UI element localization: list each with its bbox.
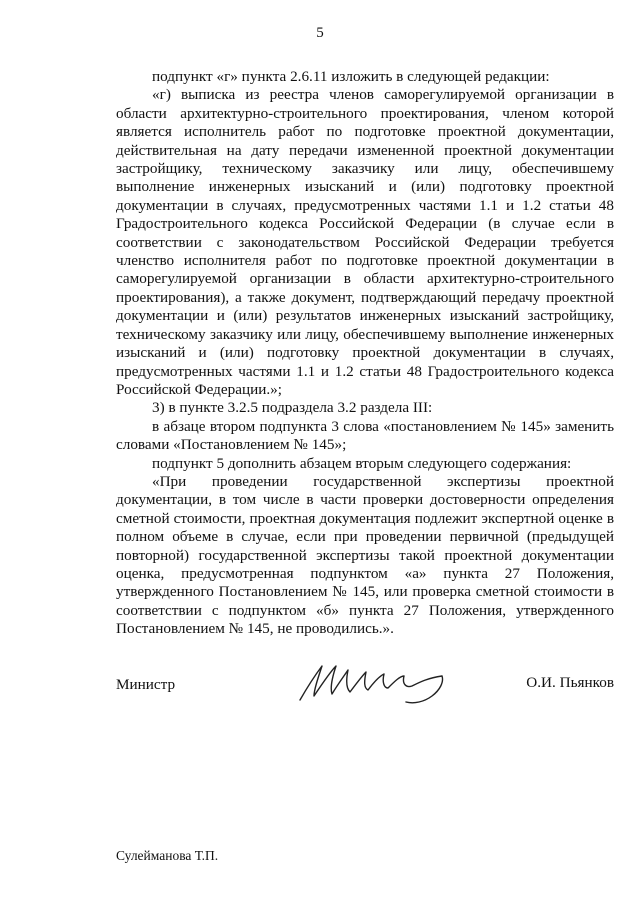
paragraph-point-3: 3) в пункте 3.2.5 подраздела 3.2 раздела III: — [152, 399, 433, 417]
paragraph-replace-words: в абзаце втором подпункта 3 слова «постановлением № 145» заменить словами «Постановлением № 145»; — [116, 417, 614, 454]
signature-block — [116, 660, 614, 710]
signatory-title: Министр — [116, 676, 176, 693]
paragraph-expertise-text: «При проведении государственной экспертизы проектной документации, в том числе в части проверки достоверности определения сметной стоимости, проектная документация подлежит экспертной оценке в полном объеме в случае, если при проведении первичной (предыдущей повторной) государственной экспертизы такой проектной документации оценка, предусмотренная подпунктом «а» пункта 27 Положения, утвержденного Постановлением № 145, или проверка сметной стоимости в соответствии с подпунктом «б» пункта 27 Положения, утвержденного Постановлением № 145, не проводились.». — [116, 472, 614, 638]
executor-name: Сулейманова Т.П. — [116, 848, 219, 863]
signatory-name: О.И. Пьянков — [526, 674, 614, 691]
handwritten-signature — [292, 656, 472, 706]
paragraph-subitem-g-text: «г) выписка из реестра членов саморегулируемой организации в области архитектурно-строительного проектирования, членом которой является исполнитель работ по подготовке проектной документации, действительная на дату передачи измененной проектной документации застройщику, техническому заказчику или лицу, обеспечившему выполнение инженерных изысканий и (или) подготовку проектной документации в случаях, предусмотренных частями 1.1 и 1.2 статьи 48 Градостроительного кодекса Российской Федерации (в случае если в соответствии с законодательством Российской Федерации требуется членство исполнителя работ по подготовке проектной документации в саморегулируемой организации в области архитектурно-строительного проектирования), а также документ, подтверждающий передачу проектной документации и (или) результатов инженерных изысканий застройщику, техническому заказчику или лицу, обеспечившему выполнение инженерных изысканий и (или) подготовку проектной документации в случаях, предусмотренных частями 1.1 и 1.2 статьи 48 Градостроительного кодекса Российской Федерации.»; — [116, 86, 614, 398]
paragraph-subitem-5-intro: подпункт 5 дополнить абзацем вторым следующего содержания: — [152, 454, 572, 472]
page-number: 5 — [316, 25, 324, 41]
document-body — [116, 68, 614, 639]
paragraph-subitem-g-intro: подпункт «г» пункта 2.6.11 изложить в следующей редакции: — [152, 68, 550, 85]
